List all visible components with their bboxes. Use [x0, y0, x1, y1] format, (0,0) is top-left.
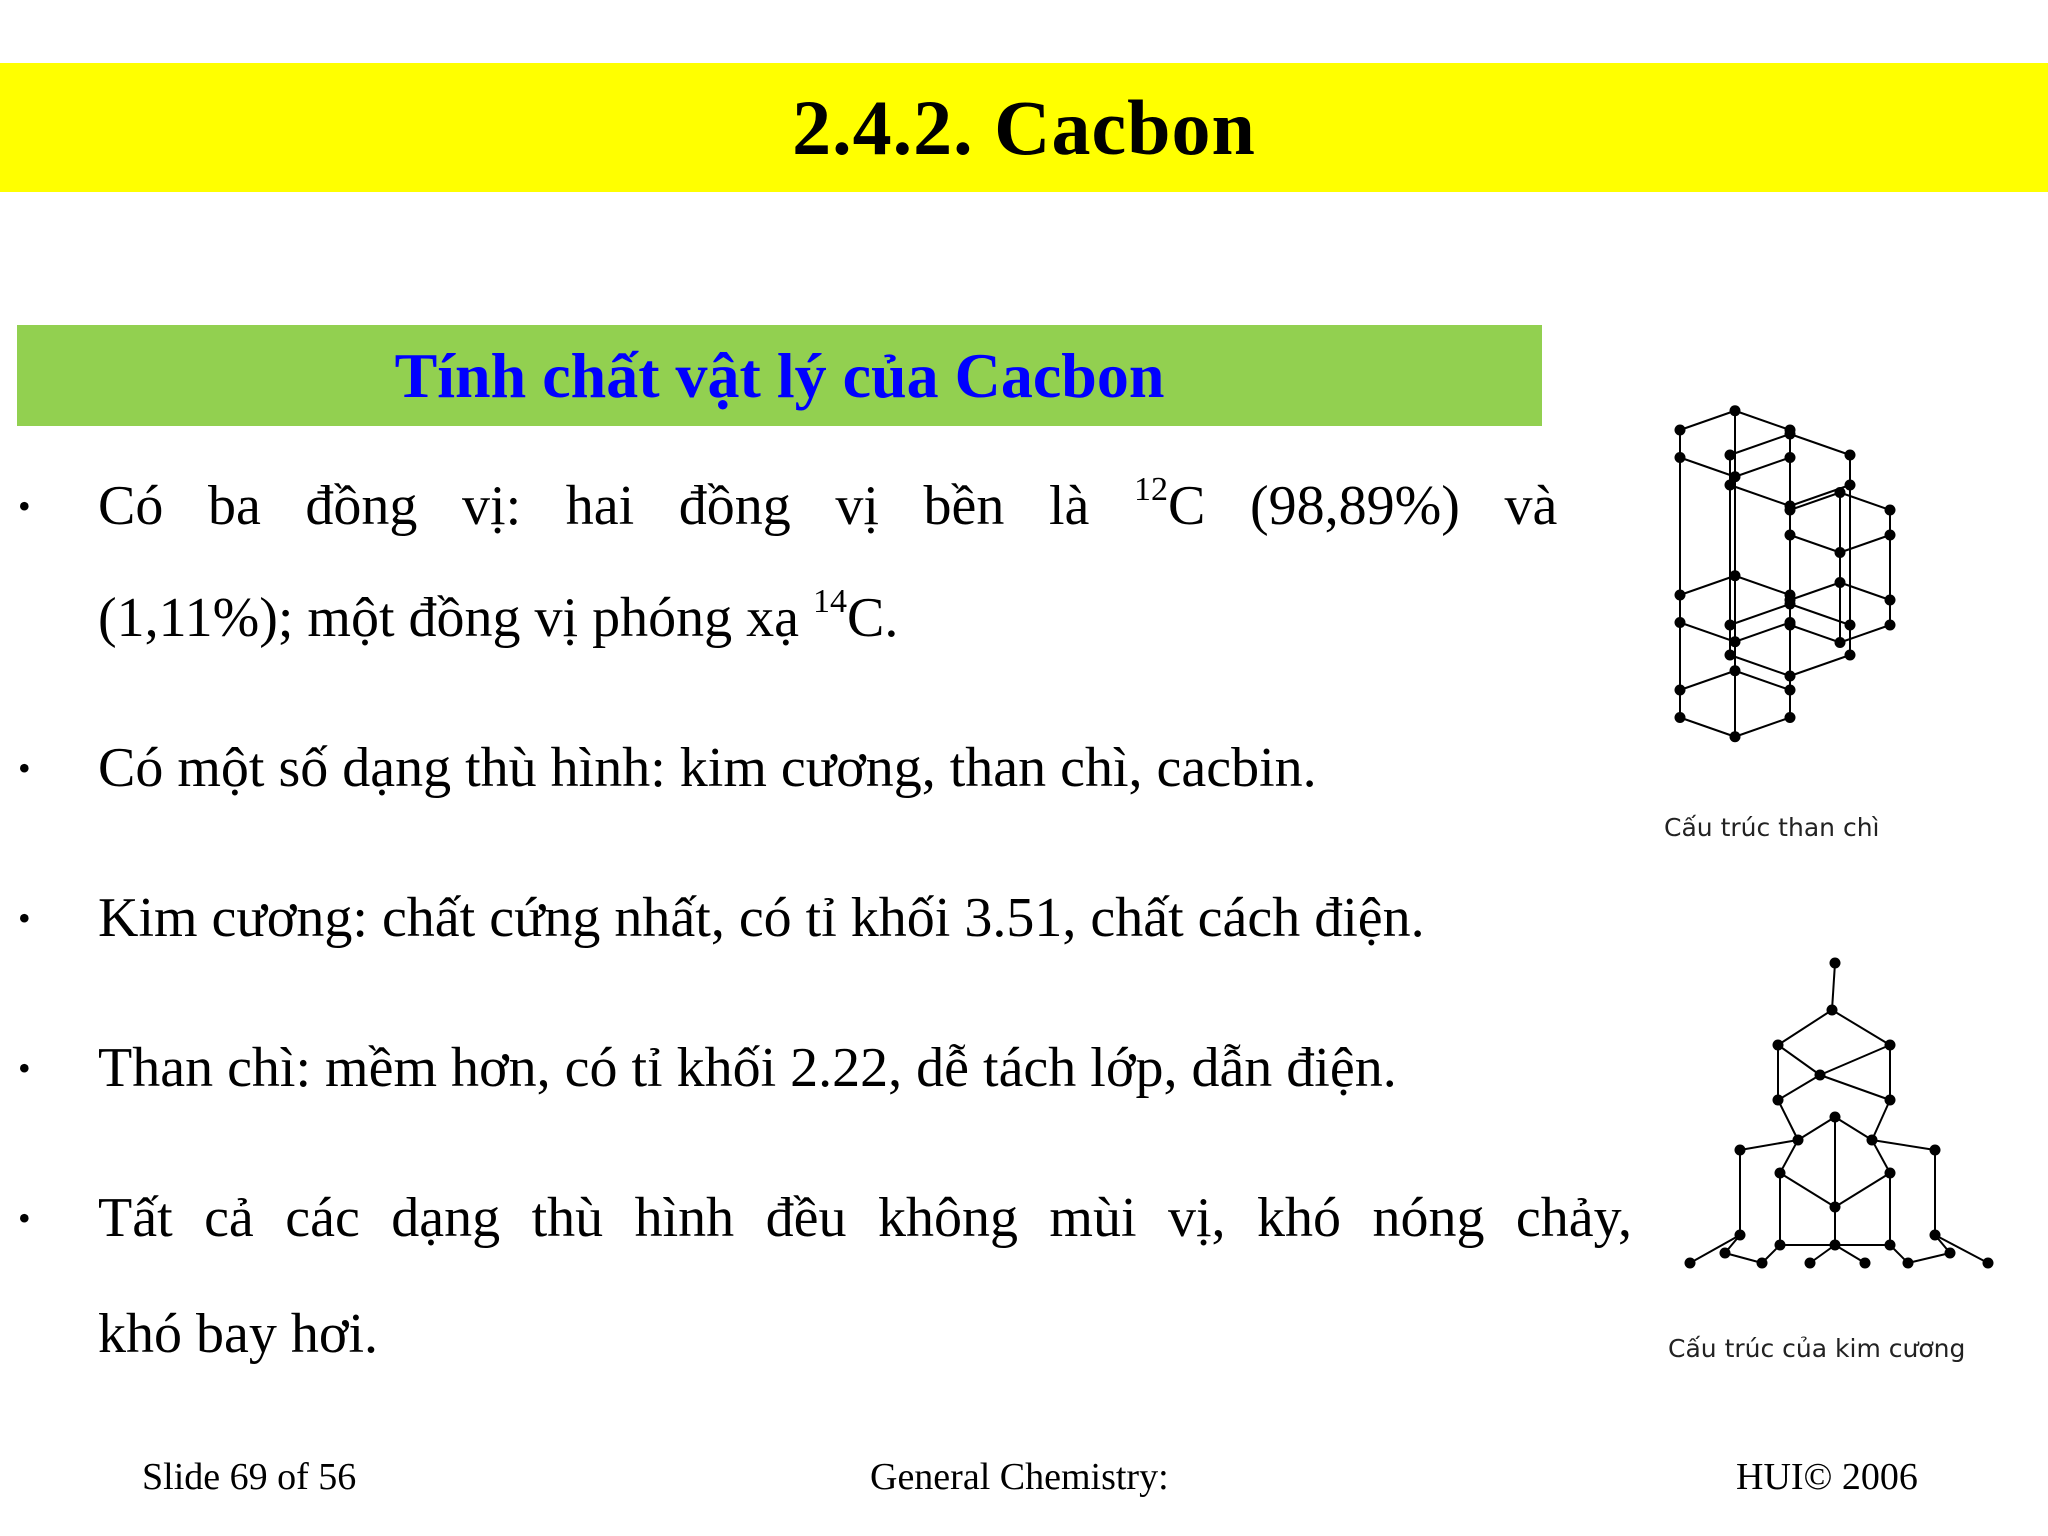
bond-line [1735, 411, 1790, 430]
bond-line [1840, 583, 1890, 601]
diamond-atom [1830, 1112, 1841, 1123]
diamond-atom [1830, 1240, 1841, 1251]
bond-line [1680, 411, 1735, 430]
diamond-atom [1775, 1240, 1786, 1251]
graphite-atom [1785, 530, 1796, 541]
bond-line [1735, 458, 1790, 477]
bond-line [1790, 583, 1840, 601]
graphite-atom [1675, 685, 1686, 696]
bond-line [1790, 493, 1840, 511]
bond-line [1835, 1117, 1872, 1140]
graphite-structure-diagram [1655, 400, 2035, 800]
diamond-structure-diagram [1650, 945, 2030, 1285]
diamond-atom [1885, 1240, 1896, 1251]
bond-line [1740, 1140, 1798, 1150]
graphite-atom [1730, 731, 1741, 742]
graphite-atom [1885, 505, 1896, 516]
bond-line [1790, 434, 1850, 455]
graphite-atom [1785, 712, 1796, 723]
bullet-text: Tất cả các dạng thù hình đều không mùi vị, khó nóng chảy, [98, 1187, 1632, 1249]
bond-line [1798, 1117, 1835, 1140]
diamond-atom [1830, 958, 1841, 969]
diamond-atom [1983, 1258, 1994, 1269]
graphite-atom [1725, 450, 1736, 461]
diamond-atom [1860, 1258, 1871, 1269]
graphite-atom [1675, 425, 1686, 436]
bond-line [1832, 1010, 1890, 1045]
footer-slide-number: Slide 69 of 56 [142, 1456, 357, 1498]
bullet-text: Than chì: mềm hơn, có tỉ khối 2.22, dễ tách lớp, dẫn điện. [98, 1037, 1397, 1099]
graphite-atom [1785, 685, 1796, 696]
graphite-atom [1675, 617, 1686, 628]
bond-line [1872, 1140, 1890, 1173]
isotope-mass-number: 14 [812, 583, 847, 620]
graphite-atom [1730, 570, 1741, 581]
diamond-atom [1757, 1258, 1768, 1269]
diamond-atom [1903, 1258, 1914, 1269]
bond-line [1680, 458, 1735, 477]
graphite-structure-figure [1655, 400, 2035, 800]
bullet-text: C. [846, 587, 899, 649]
graphite-atom [1885, 620, 1896, 631]
bond-line [1735, 576, 1790, 595]
graphite-atom [1835, 547, 1846, 558]
bond-line [1725, 1253, 1762, 1263]
bond-line [1778, 1045, 1820, 1075]
graphite-atom [1730, 636, 1741, 647]
graphite-atom [1730, 665, 1741, 676]
graphite-atom [1675, 590, 1686, 601]
graphite-atom [1885, 595, 1896, 606]
bullet-text: (1,11%); một đồng vị phóng xạ [98, 587, 813, 649]
graphite-atom [1785, 505, 1796, 516]
graphite-atom [1785, 452, 1796, 463]
slide-title: 2.4.2. Cacbon [792, 83, 1256, 171]
bullet-symbol: • [18, 1048, 31, 1088]
isotope-mass-number: 12 [1134, 471, 1169, 508]
bond-line [1780, 1140, 1798, 1173]
bond-line [1908, 1253, 1950, 1263]
diamond-atom [1885, 1040, 1896, 1051]
diamond-atom [1885, 1168, 1896, 1179]
bond-line [1790, 535, 1840, 553]
diamond-atom [1867, 1135, 1878, 1146]
bond-line [1780, 1173, 1835, 1207]
diamond-atom [1773, 1040, 1784, 1051]
bullet-line [98, 562, 1632, 674]
diamond-atom [1720, 1248, 1731, 1259]
bond-line [1832, 963, 1835, 1010]
diamond-atom [1827, 1005, 1838, 1016]
bullet-text: Có ba đồng vị: hai đồng vị bền là [98, 475, 1135, 537]
bond-line [1680, 718, 1735, 737]
bond-line [1935, 1235, 1988, 1263]
diamond-atom [1930, 1145, 1941, 1156]
bond-line [1840, 493, 1890, 511]
bullet-text: Kim cương: chất cứng nhất, có tỉ khối 3.51, chất cách điện. [98, 887, 1425, 949]
diamond-atom [1685, 1258, 1696, 1269]
graphite-atom [1835, 487, 1846, 498]
diamond-structure-figure [1650, 945, 2030, 1285]
graphite-atom [1725, 650, 1736, 661]
footer-course-title: General Chemistry: [870, 1456, 1169, 1498]
graphite-atom [1675, 452, 1686, 463]
bullet-symbol: • [18, 486, 31, 526]
slide-subtitle: Tính chất vật lý của Cacbon [394, 339, 1165, 411]
graphite-atom [1885, 530, 1896, 541]
bond-line [1872, 1100, 1890, 1140]
bond-line [1778, 1075, 1820, 1100]
bond-line [1735, 623, 1790, 642]
diamond-atom [1830, 1202, 1841, 1213]
bond-line [1840, 535, 1890, 553]
footer-copyright: HUI© 2006 [1736, 1456, 1918, 1498]
bond-line [1730, 485, 1790, 506]
graphite-atom [1730, 405, 1741, 416]
graphite-caption: Cấu trúc than chì [1664, 813, 1880, 842]
graphite-atom [1835, 637, 1846, 648]
bullet-symbol: • [18, 898, 31, 938]
bond-line [1778, 1010, 1832, 1045]
diamond-atom [1930, 1230, 1941, 1241]
graphite-atom [1835, 577, 1846, 588]
bullet-text: C (98,89%) và [1168, 475, 1602, 537]
graphite-atom [1725, 620, 1736, 631]
bond-line [1820, 1045, 1890, 1075]
bond-line [1790, 655, 1850, 676]
diamond-atom [1815, 1070, 1826, 1081]
bond-line [1778, 1100, 1798, 1140]
bond-line [1730, 604, 1790, 625]
bullet-text: khó bay hơi. [98, 1303, 379, 1365]
diamond-atom [1805, 1258, 1816, 1269]
diamond-atom [1775, 1168, 1786, 1179]
graphite-atom [1785, 620, 1796, 631]
bond-line [1680, 671, 1735, 690]
diamond-caption: Cấu trúc của kim cương [1668, 1334, 1966, 1363]
diamond-atom [1793, 1135, 1804, 1146]
bond-line [1872, 1140, 1935, 1150]
diamond-atom [1735, 1145, 1746, 1156]
bond-line [1690, 1235, 1740, 1263]
bullet-line [98, 450, 1632, 562]
bond-line [1680, 576, 1735, 595]
graphite-atom [1725, 480, 1736, 491]
bond-line [1820, 1075, 1890, 1100]
diamond-atom [1773, 1095, 1784, 1106]
graphite-atom [1845, 450, 1856, 461]
bullet-text: Có một số dạng thù hình: kim cương, than chì, cacbin. [98, 737, 1317, 799]
graphite-atom [1785, 429, 1796, 440]
bond-line [1790, 625, 1840, 643]
graphite-atom [1845, 650, 1856, 661]
diamond-atom [1735, 1230, 1746, 1241]
diamond-atom [1945, 1248, 1956, 1259]
bond-line [1735, 718, 1790, 737]
diamond-atom [1885, 1095, 1896, 1106]
bullet-symbol: • [18, 748, 31, 788]
bullet-symbol: • [18, 1198, 31, 1238]
graphite-atom [1845, 620, 1856, 631]
graphite-atom [1785, 671, 1796, 682]
graphite-atom [1785, 595, 1796, 606]
bond-line [1730, 434, 1790, 455]
graphite-atom [1845, 480, 1856, 491]
bond-line [1835, 1173, 1890, 1207]
graphite-atom [1675, 712, 1686, 723]
